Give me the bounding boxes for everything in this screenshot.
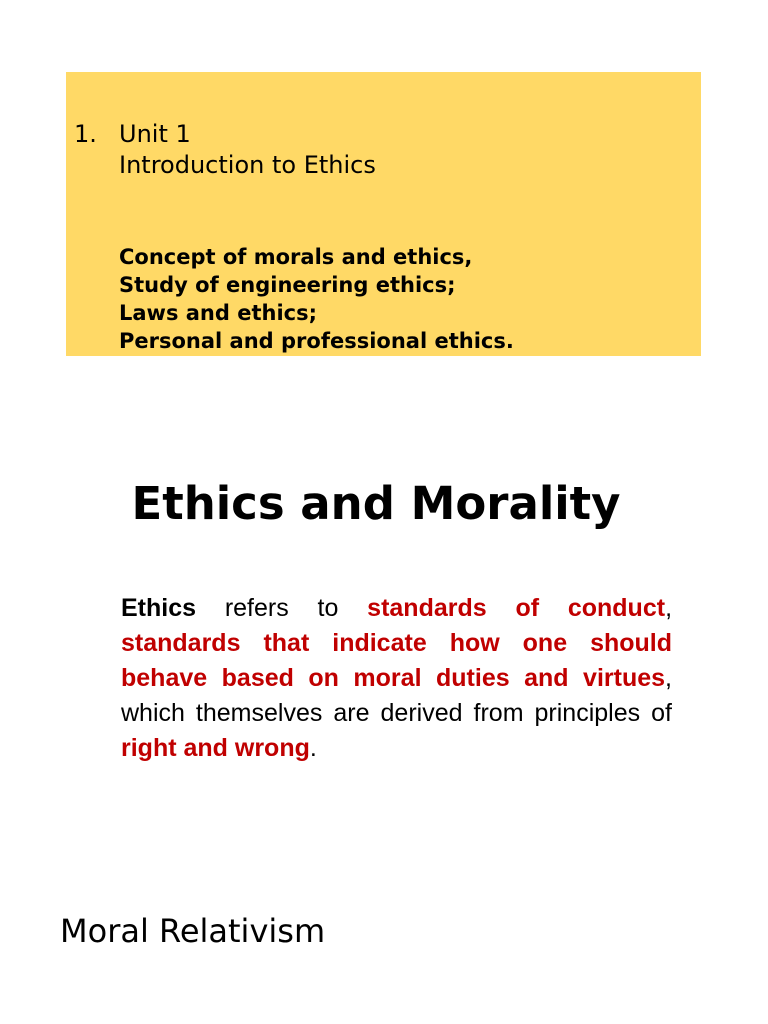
- unit-box: [66, 72, 701, 356]
- topic-item: Laws and ethics;: [119, 301, 318, 325]
- definition-highlight: standards that indicate how one should behave based on moral duties and virtues: [121, 629, 672, 692]
- definition-highlight: standards of conduct: [367, 594, 666, 622]
- definition-text: refers to: [196, 594, 368, 622]
- definition-text: .: [309, 734, 317, 762]
- footer-heading: Moral Relativism: [60, 912, 326, 950]
- unit-subtitle: Introduction to Ethics: [119, 151, 376, 179]
- topics-list: [119, 243, 514, 355]
- definition-highlight: right and wrong: [121, 734, 310, 762]
- topic-item: Personal and professional ethics.: [119, 329, 514, 353]
- unit-title: Unit 1: [119, 120, 191, 148]
- unit-heading: [119, 119, 376, 181]
- definition-term: Ethics: [121, 594, 197, 622]
- section-title: Ethics and Morality: [131, 477, 621, 530]
- definition-text: , which themselves are derived from principles of: [121, 664, 672, 727]
- topic-item: Concept of morals and ethics,: [119, 245, 473, 269]
- definition-text: ,: [665, 594, 673, 622]
- list-number: 1.: [74, 120, 97, 148]
- definition-paragraph: [121, 591, 672, 766]
- topic-item: Study of engineering ethics;: [119, 273, 456, 297]
